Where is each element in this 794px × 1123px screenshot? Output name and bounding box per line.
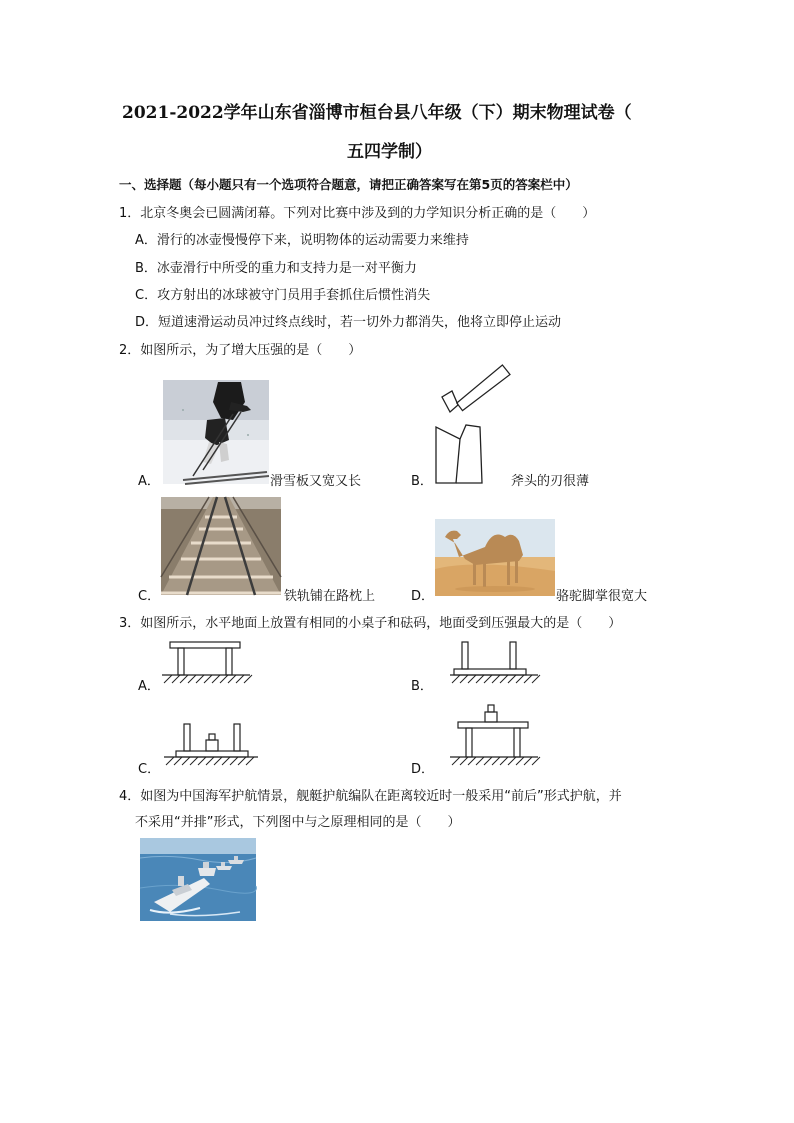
question-2-option-d-label: D． xyxy=(411,589,435,604)
question-1-option-d: D．短道速滑运动员冲过终点线时，若一切外力都消失，他将立即停止运动 xyxy=(135,315,562,330)
question-4-stem-line1: 4．如图为中国海军护航情景，舰艇护航编队在距离较近时一般采用“前后”形式护航，并 xyxy=(119,789,622,804)
question-2-option-c-caption: 铁轨铺在路枕上 xyxy=(284,589,376,604)
table-inverted-with-weight-diagram xyxy=(160,718,260,768)
question-3-option-a-label: A． xyxy=(138,679,160,694)
question-1-option-b: B．冰壶滑行中所受的重力和支持力是一对平衡力 xyxy=(135,261,417,276)
camel-image xyxy=(435,519,555,596)
question-1-option-c: C．攻方射出的冰球被守门员用手套抓住后惯性消失 xyxy=(135,288,431,303)
table-inverted-diagram xyxy=(448,640,540,686)
question-2-stem: 2．如图所示，为了增大压强的是（ ） xyxy=(119,343,362,358)
question-2-option-b-caption: 斧头的刃很薄 xyxy=(511,474,590,489)
question-3-option-c-label: C． xyxy=(138,762,161,777)
question-2-option-a-label: A． xyxy=(138,474,160,489)
axe-image xyxy=(434,365,490,485)
question-4-stem-line2: 不采用“并排”形式，下列图中与之原理相同的是（ ） xyxy=(135,815,461,830)
table-on-legs-with-weight-diagram xyxy=(448,703,540,767)
question-3-option-d-label: D． xyxy=(411,762,435,777)
question-3-stem: 3．如图所示，水平地面上放置有相同的小桌子和砝码，地面受到压强最大的是（ ） xyxy=(119,616,622,631)
question-1-stem: 1．北京冬奥会已圆满闭幕。下列对比赛中涉及到的力学知识分析正确的是（ ） xyxy=(119,206,596,221)
question-1-option-a: A．滑行的冰壶慢慢停下来，说明物体的运动需要力来维持 xyxy=(135,233,469,248)
question-2-option-d-caption: 骆驼脚掌很宽大 xyxy=(556,589,648,604)
section-heading: 一、选择题（每小题只有一个选项符合题意，请把正确答案写在第5页的答案栏中） xyxy=(119,177,578,192)
navy-escort-image xyxy=(140,838,256,921)
table-on-legs-diagram xyxy=(160,640,252,686)
question-2-option-a-caption: 滑雪板又宽又长 xyxy=(270,474,362,489)
question-3-option-b-label: B． xyxy=(411,679,433,694)
skier-image xyxy=(163,380,269,484)
question-2-option-c-label: C． xyxy=(138,589,161,604)
railway-image xyxy=(161,497,281,595)
paper-title-line2: 五四学制） xyxy=(347,142,432,162)
paper-title-line1: 2021-2022学年山东省淄博市桓台县八年级（下）期末物理试卷（ xyxy=(122,103,632,123)
question-2-option-b-label: B． xyxy=(411,474,433,489)
